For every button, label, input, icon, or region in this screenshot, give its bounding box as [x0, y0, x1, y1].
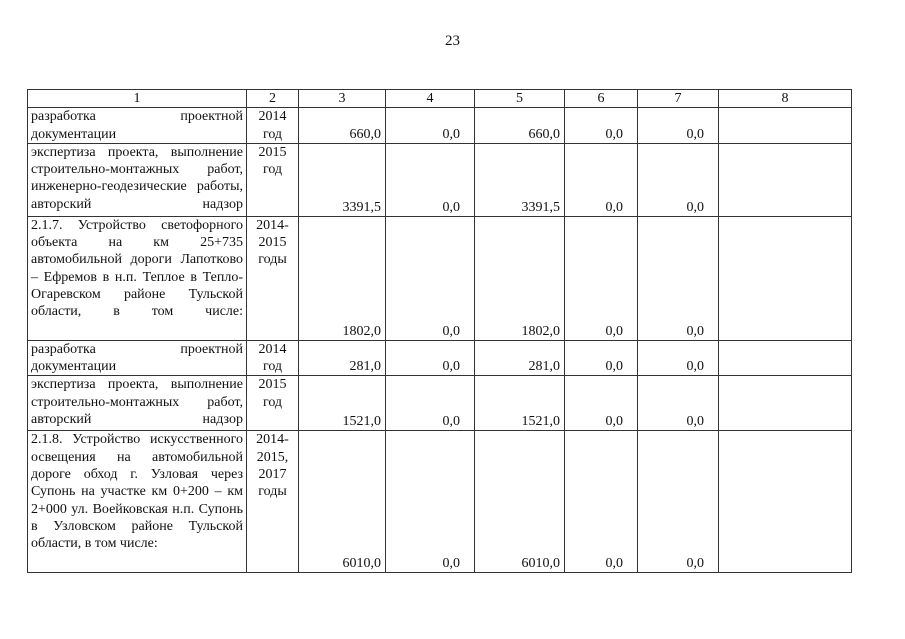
header-col-5: 5 [475, 90, 565, 108]
row-year: 2015 год [247, 376, 299, 431]
header-col-4: 4 [386, 90, 475, 108]
row-value-col5: 281,0 [475, 340, 565, 376]
row-value-col7: 0,0 [638, 216, 719, 340]
table-row [28, 108, 852, 144]
row-value-col3: 1521,0 [299, 376, 386, 431]
row-value-col6: 0,0 [565, 216, 638, 340]
header-row [28, 90, 852, 108]
row-value-col3: 3391,5 [299, 143, 386, 216]
row-description: разработка проектной документации [28, 340, 247, 376]
row-value-col7: 0,0 [638, 108, 719, 144]
row-value-col5: 1802,0 [475, 216, 565, 340]
row-year: 2015 год [247, 143, 299, 216]
page-number: 23 [445, 33, 460, 49]
table-row [28, 143, 852, 216]
row-value-col5: 3391,5 [475, 143, 565, 216]
row-value-col3: 660,0 [299, 108, 386, 144]
row-value-col7: 0,0 [638, 431, 719, 573]
row-description: 2.1.8. Устройство искусственного освещения на автомобильной дороге обход г. Узловая через Супонь на участке км 0+200 – км 2+000 ул. Воейковская н.п. Супонь в Узловском районе Тульской области, в том числе: [28, 431, 247, 573]
row-year: 2014-2015, 2017 годы [247, 431, 299, 573]
row-year: 2014 год [247, 108, 299, 144]
row-description: 2.1.7. Устройство светофорного объекта на км 25+735 автомобильной дороги Лапотково – Ефремов в н.п. Теплое в Тепло-Огаревском районе Тульской области, в том числе: [28, 216, 247, 340]
row-year: 2014-2015 годы [247, 216, 299, 340]
header-col-6: 6 [565, 90, 638, 108]
row-description: экспертиза проекта, выполнение строительно-монтажных работ, инженерно-геодезические работы, авторский надзор [28, 143, 247, 216]
row-value-col3: 1802,0 [299, 216, 386, 340]
row-value-col6: 0,0 [565, 340, 638, 376]
row-value-col4: 0,0 [386, 108, 475, 144]
header-col-7: 7 [638, 90, 719, 108]
row-value-col4: 0,0 [386, 340, 475, 376]
header-col-1: 1 [28, 90, 247, 108]
row-value-col6: 0,0 [565, 431, 638, 573]
header-col-2: 2 [247, 90, 299, 108]
row-value-col4: 0,0 [386, 143, 475, 216]
row-value-col5: 6010,0 [475, 431, 565, 573]
row-value-col8 [719, 143, 852, 216]
row-value-col6: 0,0 [565, 143, 638, 216]
budget-table [27, 89, 852, 573]
row-value-col5: 1521,0 [475, 376, 565, 431]
row-value-col4: 0,0 [386, 376, 475, 431]
table-row [28, 376, 852, 431]
row-value-col7: 0,0 [638, 340, 719, 376]
row-value-col7: 0,0 [638, 143, 719, 216]
row-description: экспертиза проекта, выполнение строительно-монтажных работ, авторский надзор [28, 376, 247, 431]
row-description: разработка проектной документации [28, 108, 247, 144]
row-value-col4: 0,0 [386, 216, 475, 340]
row-value-col8 [719, 431, 852, 573]
row-year: 2014 год [247, 340, 299, 376]
header-col-3: 3 [299, 90, 386, 108]
row-value-col6: 0,0 [565, 108, 638, 144]
row-value-col5: 660,0 [475, 108, 565, 144]
row-value-col8 [719, 340, 852, 376]
row-value-col8 [719, 108, 852, 144]
table-row [28, 431, 852, 573]
row-value-col3: 6010,0 [299, 431, 386, 573]
row-value-col4: 0,0 [386, 431, 475, 573]
row-value-col7: 0,0 [638, 376, 719, 431]
row-value-col8 [719, 376, 852, 431]
row-value-col8 [719, 216, 852, 340]
table-row [28, 340, 852, 376]
table-row [28, 216, 852, 340]
row-value-col3: 281,0 [299, 340, 386, 376]
header-col-8: 8 [719, 90, 852, 108]
row-value-col6: 0,0 [565, 376, 638, 431]
